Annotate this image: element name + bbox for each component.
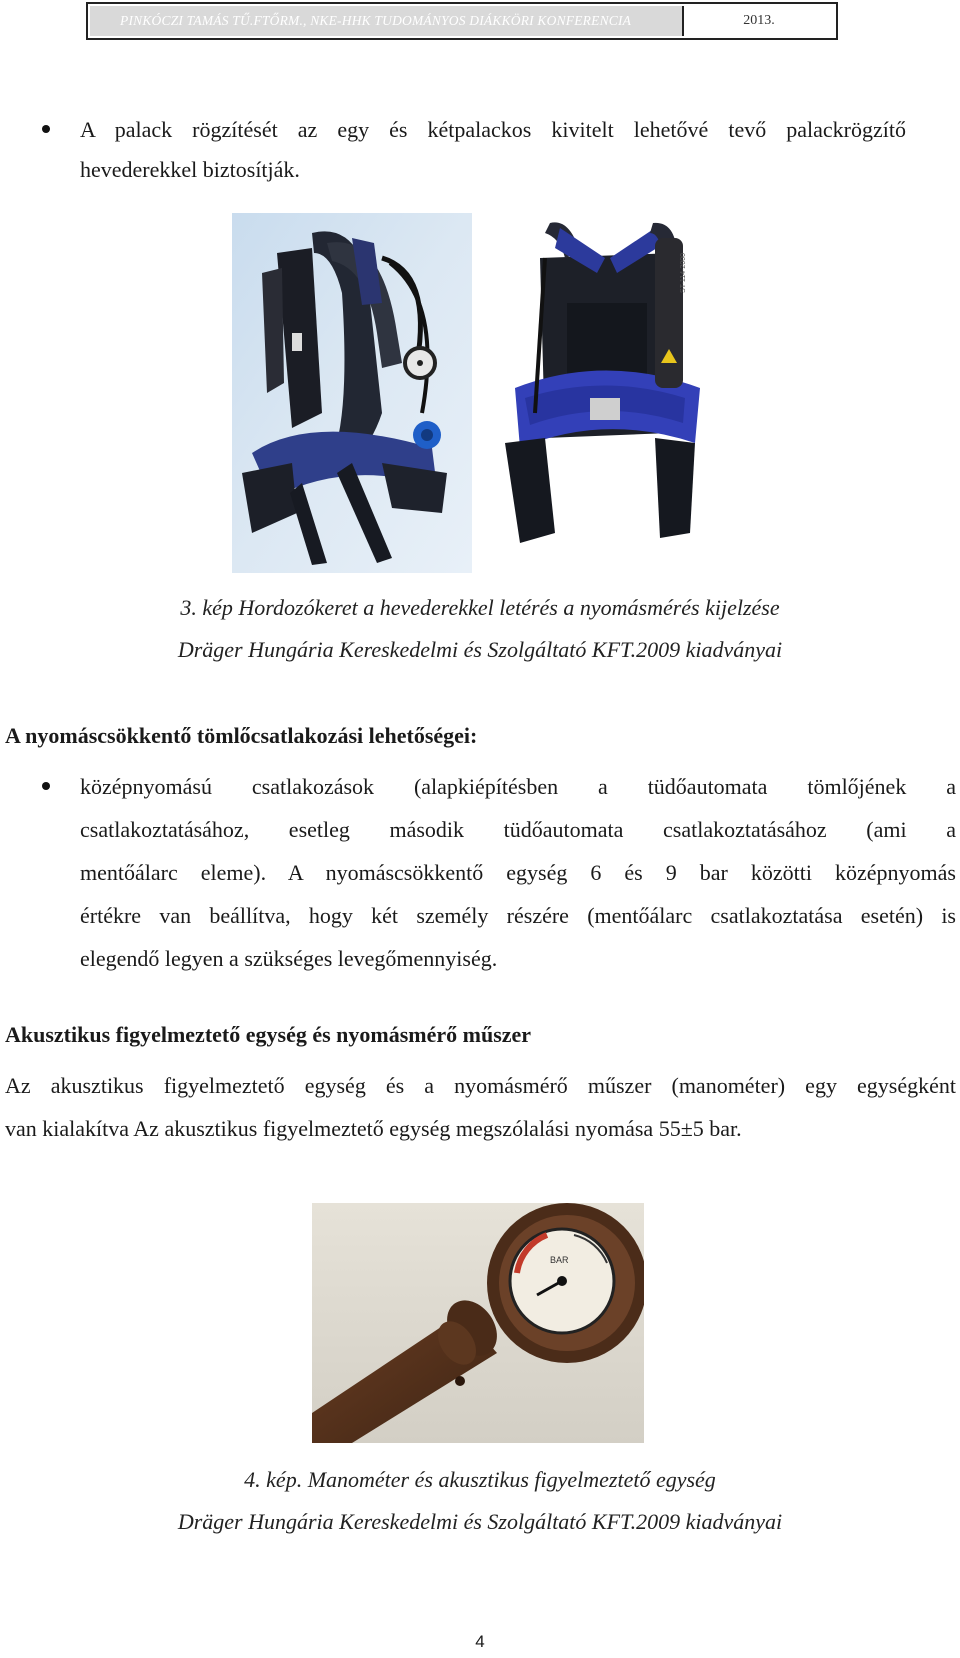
figure3-caption-line1: 3. kép Hordozókeret a hevederekkel letérés a nyomásmérés kijelzése [180,595,780,620]
dial-mark: BAR [550,1255,569,1265]
bullet-icon [42,125,50,133]
header-title: PINKÓCZI TAMÁS TŰ.FTŐRM., NKE-HHK TUDOMÁNYOS DIÁKKÖRI KONFERENCIA [120,13,632,28]
reducer-line-2: csatlakoztatásához, esetleg második tüdőautomata csatlakoztatásához (ami a [80,817,956,842]
page-header [86,2,838,40]
page-number: 4 [475,1632,485,1651]
header-year: 2013. [743,13,775,28]
page-header-inner [90,6,834,36]
manometer-image [312,1203,644,1443]
section-reducer-heading: A nyomáscsökkentő tömlőcsatlakozási lehetőségei: [5,723,478,748]
figure4-photo [312,1203,644,1443]
figure3-left-photo [232,213,472,573]
intro-bullet-line2: hevederekkel biztosítják. [80,157,300,182]
intro-bullet-line1: A palack rögzítését az egy és kétpalackos kivitelt lehetővé tevő palackrögzítő [80,117,906,142]
harness-blue-background-image [232,213,472,573]
reducer-line-4: értékre van beállítva, hogy két személy részére (mentőálarc csatlakoztatása esetén) is [80,903,956,928]
reducer-line-1: középnyomású csatlakozások (alapkiépítésben a tüdőautomata tömlőjének a [80,774,956,799]
section-acoustic-heading: Akusztikus figyelmeztető egység és nyomásmérő műszer [5,1022,532,1047]
acoustic-line-2: van kialakítva Az akusztikus figyelmeztető egység megszólalási nyomása 55±5 bar. [5,1116,742,1141]
header-year-cell [682,6,834,36]
figure3-right-label: ST-114-2000 [680,253,687,293]
figure3-right-photo [505,213,705,558]
figure3-caption-line2: Dräger Hungária Kereskedelmi és Szolgáltató KFT.2009 kiadványai [177,637,783,662]
reducer-line-3: mentőálarc eleme). A nyomáscsökkentő egység 6 és 9 bar közötti középnyomás [80,860,956,885]
figure4-caption-line1: 4. kép. Manométer és akusztikus figyelmeztető egység [244,1467,716,1492]
acoustic-line-1: Az akusztikus figyelmeztető egység és a nyomásmérő műszer (manométer) egy egységként [5,1073,956,1098]
reducer-line-5: elegendő legyen a szükséges levegőmennyiség. [80,946,498,971]
bullet-icon [42,782,50,790]
figure4-caption-line2: Dräger Hungária Kereskedelmi és Szolgáltató KFT.2009 kiadványai [177,1509,783,1534]
harness-white-background-image [505,213,705,558]
